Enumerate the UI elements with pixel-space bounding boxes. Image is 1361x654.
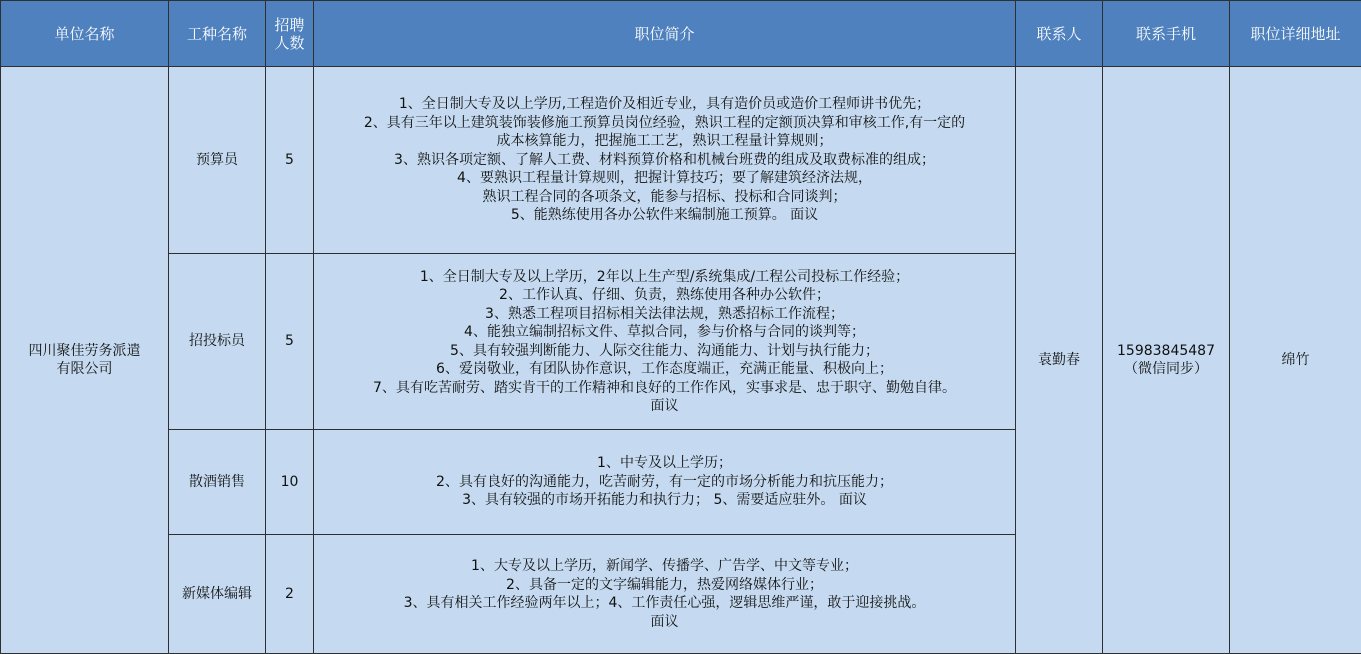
header-job-type[interactable]: 工种名称 — [169, 1, 266, 67]
header-headcount[interactable] — [266, 1, 314, 67]
company-name-line1: 四川聚佳劳务派遣 — [1, 342, 168, 361]
headcount-cell[interactable]: 5 — [266, 254, 314, 430]
phone-number: 15983845487 — [1103, 342, 1229, 361]
header-headcount-line1: 招聘 — [266, 16, 313, 34]
header-phone[interactable]: 联系手机 — [1103, 1, 1230, 67]
description-line: 1、大专及以上学历，新闻学、传播学、广告学、中文等专业； — [314, 557, 1015, 576]
description-line: 2、工作认真、仔细、负责，熟练使用各种办公软件； — [314, 286, 1015, 305]
job-title-cell[interactable]: 招投标员 — [169, 254, 266, 430]
description-cell[interactable] — [314, 430, 1016, 535]
description-line: 面议 — [314, 613, 1015, 632]
header-headcount-line2: 人数 — [266, 34, 313, 52]
description-line: 7、具有吃苦耐劳、踏实肯干的工作精神和良好的工作作风，实事求是、忠于职守、勤勉自律。 — [314, 379, 1015, 398]
headcount-cell[interactable]: 2 — [266, 535, 314, 654]
header-description[interactable]: 职位简介 — [314, 1, 1016, 67]
phone-cell[interactable] — [1103, 67, 1230, 654]
header-row — [1, 1, 1361, 67]
headcount-cell[interactable]: 10 — [266, 430, 314, 535]
header-address[interactable]: 职位详细地址 — [1230, 1, 1361, 67]
description-line: 2、具有良好的沟通能力，吃苦耐劳，有一定的市场分析能力和抗压能力； — [314, 473, 1015, 492]
description-line: 2、具有三年以上建筑装饰装修施工预算员岗位经验，熟识工程的定额顶决算和审核工作,有一定的 — [314, 114, 1015, 133]
company-cell[interactable] — [1, 67, 169, 654]
contact-cell[interactable]: 袁勤春 — [1016, 67, 1103, 654]
headcount-cell[interactable]: 5 — [266, 67, 314, 254]
table-row — [1, 67, 1361, 254]
job-title-cell[interactable]: 预算员 — [169, 67, 266, 254]
description-cell[interactable] — [314, 254, 1016, 430]
description-line: 1、全日制大专及以上学历,工程造价及相近专业，具有造价员或造价工程师讲书优先； — [314, 95, 1015, 114]
job-title-cell[interactable]: 新媒体编辑 — [169, 535, 266, 654]
description-line: 5、能熟练使用各办公软件来编制施工预算。 面议 — [314, 206, 1015, 225]
description-line: 面议 — [314, 397, 1015, 416]
description-line: 5、具有较强判断能力、人际交往能力、沟通能力、计划与执行能力； — [314, 342, 1015, 361]
description-line: 2、具备一定的文字编辑能力，热爱网络媒体行业； — [314, 576, 1015, 595]
description-line: 4、要熟识工程量计算规则，把握计算技巧；要了解建筑经济法规， — [314, 169, 1015, 188]
description-line: 6、爱岗敬业，有团队协作意识，工作态度端正，充满正能量、积极向上； — [314, 360, 1015, 379]
description-cell[interactable] — [314, 67, 1016, 254]
description-line: 4、能独立编制招标文件、草拟合同，参与价格与合同的谈判等； — [314, 323, 1015, 342]
description-line: 成本核算能力，把握施工工艺，熟识工程量计算规则； — [314, 132, 1015, 151]
description-cell[interactable] — [314, 535, 1016, 654]
job-title-cell[interactable]: 散酒销售 — [169, 430, 266, 535]
description-line: 3、熟识各项定额、了解人工费、材料预算价格和机械台班费的组成及取费标准的组成； — [314, 151, 1015, 170]
description-line: 3、具有相关工作经验两年以上；4、工作责任心强，逻辑思维严谨，敢于迎接挑战。 — [314, 594, 1015, 613]
header-contact[interactable]: 联系人 — [1016, 1, 1103, 67]
address-cell[interactable]: 绵竹 — [1230, 67, 1361, 654]
description-line: 1、全日制大专及以上学历，2年以上生产型/系统集成/工程公司投标工作经验； — [314, 268, 1015, 287]
description-line: 1、中专及以上学历； — [314, 454, 1015, 473]
header-company[interactable]: 单位名称 — [1, 1, 169, 67]
phone-note: （微信同步） — [1103, 360, 1229, 379]
description-line: 3、熟悉工程项目招标相关法律法规，熟悉招标工作流程； — [314, 305, 1015, 324]
description-line: 3、具有较强的市场开拓能力和执行力； 5、需要适应驻外。 面议 — [314, 491, 1015, 510]
description-line: 熟识工程合同的各项条文，能参与招标、投标和合同谈判； — [314, 188, 1015, 207]
company-name-line2: 有限公司 — [1, 360, 168, 379]
